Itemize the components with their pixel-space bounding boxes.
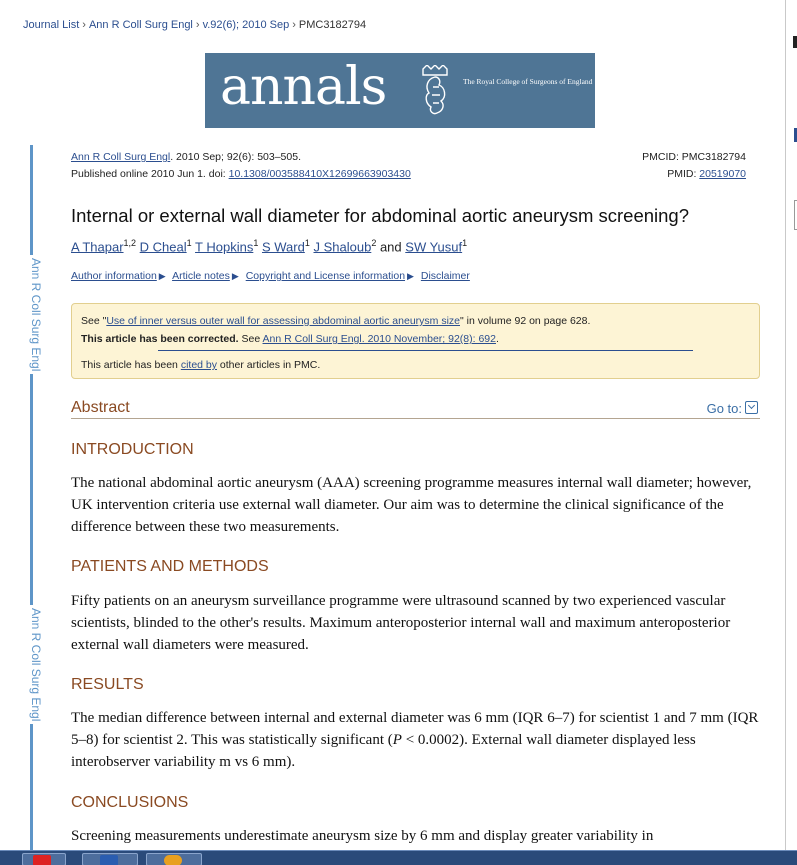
breadcrumb-journal-list[interactable]: Journal List (23, 19, 80, 31)
author-conjunction: and (379, 239, 402, 255)
app-icon (33, 855, 51, 865)
author-link[interactable]: D Cheal (139, 239, 187, 255)
goto-menu[interactable] (707, 401, 758, 416)
breadcrumb-separator: › (195, 19, 200, 31)
author-link[interactable]: A Thapar (71, 239, 124, 255)
right-sidebar-panel-clipped[interactable] (785, 0, 797, 865)
disclaimer-link[interactable]: Disclaimer (420, 270, 470, 282)
related-article-note (81, 312, 750, 330)
panel-fragment (793, 36, 797, 48)
notice-text: See " (81, 315, 107, 327)
section-text-introduction: The national abdominal aortic aneurysm (AAA) screening programme measures internal wall diameter; however, UK intervention criteria use external wall diameter. Our aim was to determine the clinical significance of the difference between these two measurements. (71, 475, 752, 535)
notice-text: See (238, 333, 263, 345)
expand-triangle-icon[interactable]: ▶ (407, 271, 414, 281)
citation-doi-link[interactable]: 10.1308/003588410X12699663903430 (228, 168, 411, 180)
results-text: The median difference between internal and external diameter was 6 mm (IQR 6–7) for scientist 1 and 7 mm (IQR 5–8) for scientist 2. This was statistically significant ( (71, 710, 759, 748)
expand-triangle-icon[interactable]: ▶ (231, 271, 239, 281)
banner-college-name: The Royal College of Surgeons of England (463, 77, 593, 86)
abstract-header (71, 399, 760, 419)
notice-divider (158, 350, 693, 351)
correction-note (81, 330, 750, 348)
author-list (71, 238, 467, 254)
abstract-heading: Abstract (71, 399, 130, 416)
browser-icon (164, 855, 182, 865)
citation-ids (642, 149, 746, 183)
citation-details: . 2010 Sep; 92(6): 503–505. (170, 151, 301, 163)
author-link[interactable]: T Hopkins (195, 239, 254, 255)
taskbar-app-button[interactable] (22, 853, 66, 865)
word-icon (100, 855, 118, 865)
correction-link[interactable]: Ann R Coll Surg Engl. 2010 November; 92(8): 692 (262, 333, 496, 345)
sidebar-rule (30, 145, 33, 850)
results-text: < 0.0002). External wall diameter displayed less interobserver variability m vs 6 mm). (71, 732, 696, 770)
author-affiliation: 1,2 (123, 238, 137, 248)
p-value-symbol: P (392, 732, 402, 748)
author-link[interactable]: SW Yusuf (405, 239, 463, 255)
goto-label[interactable]: Go to: (706, 401, 742, 416)
citation-block (71, 149, 411, 183)
breadcrumb (23, 19, 366, 31)
author-information-link[interactable]: Author information (71, 270, 157, 282)
cited-by-note (81, 356, 750, 374)
section-heading-introduction: INTRODUCTION (71, 441, 194, 458)
os-taskbar (0, 850, 797, 865)
chevron-down-icon[interactable] (745, 401, 758, 414)
author-link[interactable]: S Ward (261, 239, 305, 255)
notice-text: other articles in PMC. (217, 359, 321, 371)
taskbar-word-button[interactable] (82, 853, 138, 865)
citation-pmcid: PMCID: PMC3182794 (642, 151, 746, 163)
section-text-methods: Fifty patients on an aneurysm surveillance programme were ultrasound scanned by two experienced vascular scientists, blinded to the other's results. Maximum anteroposterior internal wall and maximum anteroposterior external wall diameters were measured. (71, 593, 731, 653)
copyright-link[interactable]: Copyright and License information (245, 270, 406, 282)
section-heading-methods: PATIENTS AND METHODS (71, 558, 269, 575)
breadcrumb-journal[interactable]: Ann R Coll Surg Engl (88, 19, 193, 31)
section-text-conclusions: Screening measurements underestimate aneurysm size by 6 mm and display greater variability in (71, 828, 654, 844)
related-article-link[interactable]: Use of inner versus outer wall for assessing abdominal aortic aneurysm size (106, 315, 460, 327)
expand-triangle-icon[interactable]: ▶ (158, 271, 166, 281)
section-heading-conclusions: CONCLUSIONS (71, 794, 189, 811)
author-link[interactable]: J Shaloub (313, 239, 372, 255)
cited-by-link[interactable]: cited by (180, 359, 217, 371)
banner-logo-word: annals (220, 57, 387, 117)
sidebar-journal-label: Ann R Coll Surg Engl (21, 255, 43, 374)
taskbar-browser-button[interactable] (146, 853, 202, 865)
citation-pmid-link[interactable]: 20519070 (699, 168, 746, 180)
breadcrumb-current: PMC3182794 (298, 19, 367, 31)
sidebar-journal-label: Ann R Coll Surg Engl (21, 605, 43, 724)
notice-text: " in volume 92 on page 628. (460, 315, 591, 327)
breadcrumb-separator: › (82, 19, 86, 31)
notice-text: . (495, 333, 499, 345)
author-affiliation: 1 (186, 238, 192, 248)
breadcrumb-separator: › (292, 19, 296, 31)
correction-label: This article has been corrected. (81, 333, 239, 345)
citation-journal-link[interactable]: Ann R Coll Surg Engl (71, 151, 171, 163)
author-affiliation: 1 (304, 238, 310, 248)
author-affiliation: 2 (371, 238, 377, 248)
article-notice-box (71, 303, 760, 379)
notice-text: This article has been (81, 359, 181, 371)
citation-published: Published online 2010 Jun 1. doi: (71, 168, 229, 180)
section-text-results (71, 707, 761, 773)
college-crest-icon (415, 65, 455, 117)
citation-pmid-label: PMID: (667, 168, 700, 180)
article-notes-link[interactable]: Article notes (172, 270, 230, 282)
journal-banner[interactable] (205, 53, 595, 128)
author-affiliation: 1 (253, 238, 259, 248)
author-affiliation: 1 (462, 238, 468, 248)
section-heading-results: RESULTS (71, 676, 144, 693)
article-title: Internal or external wall diameter for abdominal aortic aneurysm screening? (71, 205, 689, 226)
article-info-links (71, 270, 470, 282)
breadcrumb-issue[interactable]: v.92(6); 2010 Sep (202, 19, 290, 31)
